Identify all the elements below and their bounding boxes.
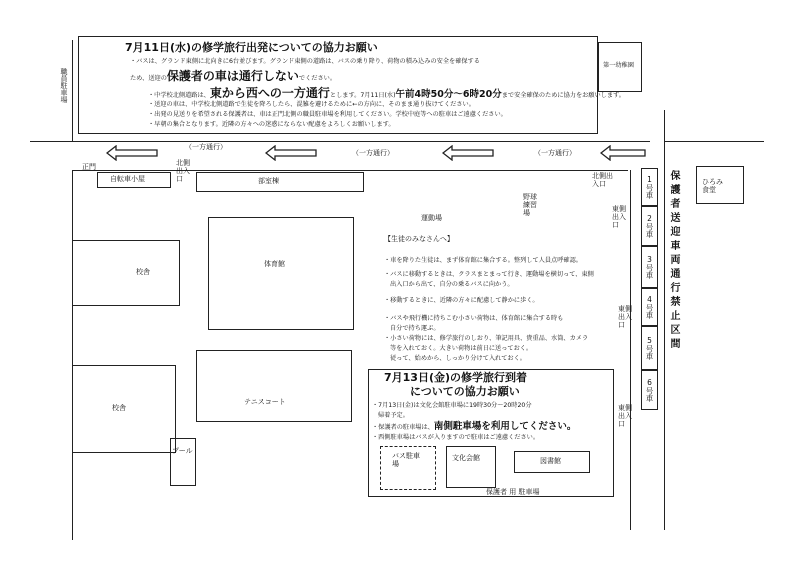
students-line: 自分で持ち運ぶ。 (390, 325, 440, 332)
students-line: 出入口から出て、自分の乗るバスに向かう。 (390, 281, 514, 288)
departure-emphasis: 午前4時50分～6時20分 (395, 89, 502, 100)
club-building-label: 部室棟 (258, 177, 279, 185)
departure-notice-title: 7月11日(水)の修学旅行出発についての協力お願い (125, 41, 378, 54)
bus-car-label: 1号車 (645, 175, 654, 199)
departure-text: でください。 (298, 75, 337, 82)
departure-notice-line: ・バスは、グランド東側に北向きに6台並びます。グランド東側の道路は、バスの乗り降り、荷物の積み込みの安全を確保する (130, 58, 480, 65)
arrival-notice-line: ・西側駐車場はバスが入りますので駐車はご遠慮ください。 (372, 434, 540, 441)
culture-hall-label: 文化会館 (452, 454, 480, 462)
arrival-notice-title: 7月13日(金)の修学旅行到着 (384, 371, 528, 384)
no-entry-zone-label: 保護者送迎車両通行禁止区間 (668, 170, 679, 352)
arrival-notice-title: についての協力お願い (410, 385, 520, 398)
north-gate-label: 北側出入口 (176, 159, 190, 184)
arrival-emphasis: 南側駐車場を利用してください。 (433, 421, 577, 432)
bus-car-label: 2号車 (645, 214, 654, 238)
tennis-court-box (196, 350, 352, 422)
students-heading: 【生徒のみなさんへ】 (384, 235, 454, 243)
students-line: 等を入れておく。大きい荷物は前日に送っておく。 (390, 345, 533, 352)
departure-notice-line: ・出発の見送りを希望される保護者は、車は正門北側の職員駐車場を利用してください。学校中庭等への駐車はご遠慮ください。 (148, 111, 507, 118)
road-line-top (30, 141, 650, 142)
tennis-court-label: テニスコート (244, 398, 286, 406)
road-line-north-left-vertical (72, 40, 73, 142)
pool-box (170, 438, 196, 486)
departure-notice-line: ・送迎の車は、中学校北側道路で生徒を降ろしたら、混雑を避けるために←の方向に、そのまま通り抜けてください。 (148, 101, 475, 108)
departure-text: ため、送迎の (130, 75, 167, 82)
students-line: ・移動するときに、近隣の方々に配慮して静かに歩く。 (384, 297, 539, 304)
arrival-notice-line: ・7月13日(金)は文化会館駐車場に19時30分～20時20分 (372, 402, 532, 409)
departure-emphasis: 東から西への一方通行 (209, 86, 330, 100)
arrival-notice-line: 帰着予定。 (378, 412, 409, 419)
bus-car-5 (641, 326, 658, 370)
departure-text: ・中学校北側道路は、 (148, 92, 210, 99)
bus-car-3 (641, 246, 658, 288)
library-label: 図書館 (540, 457, 561, 465)
school-building-label: 校舎 (136, 268, 150, 276)
students-line: 従って、始めから、しっかり分けて入れておく。 (390, 355, 526, 362)
pool-label: プール (172, 447, 193, 455)
departure-notice-line (130, 70, 336, 84)
left-arrow-icon (106, 145, 158, 161)
students-line: ・車を降りた生徒は、まず体育館に集合する。整列して人員点呼確認。 (384, 257, 582, 264)
departure-notice-line (148, 87, 625, 101)
east-gate-label: 東側出入口 (618, 305, 632, 330)
one-way-label: （一方通行） (185, 143, 227, 151)
left-arrow-icon (265, 145, 317, 161)
bus-car-2 (641, 206, 658, 246)
hiroshima-shokudo-label: ひろみ食堂 (702, 178, 723, 195)
road-line-east-vertical (630, 170, 631, 530)
road-line-far-east-vertical (664, 110, 665, 530)
departure-emphasis: 保護者の車は通行しない (166, 69, 299, 83)
departure-text: とします。7月11日(水) (329, 92, 396, 99)
bus-car-1 (641, 168, 658, 206)
staff-parking-label: 職員駐車場 (60, 68, 69, 103)
main-gate-label: 正門 (82, 163, 96, 171)
bus-car-label: 4号車 (645, 295, 654, 319)
one-way-label: （一方通行） (534, 149, 576, 157)
road-line-left-vertical (72, 170, 73, 540)
road-line-bottom (72, 170, 628, 171)
students-line: ・バスに移動するときは、クラスまとまって行き、運動場を横切って、東側 (384, 271, 594, 278)
arrival-notice-line (372, 422, 576, 433)
kindergarten-label: 第一幼稚園 (603, 62, 634, 69)
guardian-parking-label: 保護者 用 駐車場 (486, 488, 540, 496)
bus-car-label: 6号車 (645, 378, 654, 402)
bus-car-4 (641, 288, 658, 326)
baseball-label: 野球練習場 (523, 193, 537, 218)
bus-parking-label: バス駐車場 (392, 452, 420, 469)
left-arrow-icon (600, 145, 646, 161)
students-line: ・小さい荷物には、修学旅行のしおり、筆記用具、貴重品、水筒、カメラ (384, 335, 589, 342)
bus-car-label: 5号車 (645, 336, 654, 360)
road-line-north-right (664, 141, 764, 142)
departure-text: まで安全確保のために協力をお願いします。 (501, 92, 625, 99)
school-building-label: 校舎 (112, 404, 126, 412)
left-arrow-icon (442, 145, 494, 161)
north-gate-label: 北側出入口 (592, 172, 613, 189)
gym-box (208, 217, 354, 330)
east-gate-label: 東側出入口 (612, 205, 626, 230)
students-line: ・バスや飛行機に持ちこむ小さい荷物は、体育館に集合する時も (384, 315, 564, 322)
field-label: 運動場 (421, 214, 442, 222)
bus-car-6 (641, 370, 658, 410)
school-building-box (72, 240, 180, 306)
east-gate-label: 東側出入口 (618, 404, 632, 429)
departure-notice-line: ・早朝の集合となります。近隣の方々への迷惑にならない配慮をよろしくお願いします。 (148, 121, 395, 128)
culture-hall-box (446, 446, 496, 488)
arrival-text: ・保護者の駐車場は、 (372, 424, 434, 431)
club-building-box (196, 172, 364, 192)
bus-car-label: 3号車 (645, 255, 654, 279)
gym-label: 体育館 (264, 260, 285, 268)
one-way-label: （一方通行） (352, 149, 394, 157)
bike-shed-label: 自転車小屋 (110, 175, 145, 183)
